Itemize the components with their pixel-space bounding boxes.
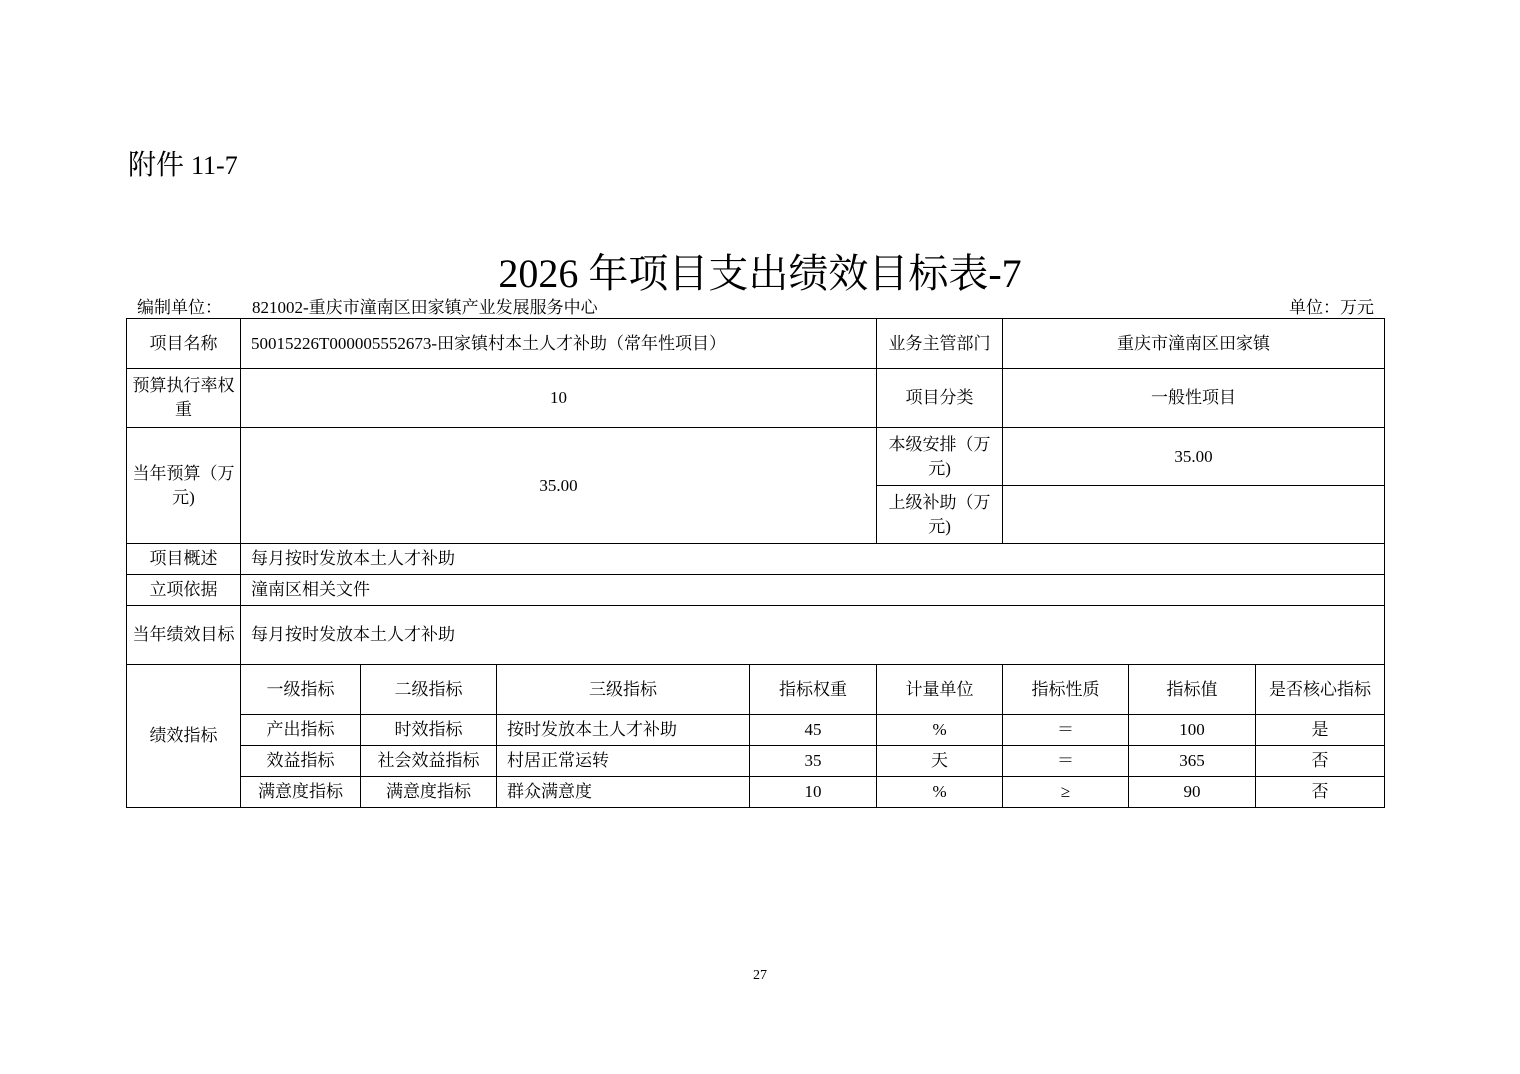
indicator-unit: %: [877, 715, 1003, 746]
category-value: 一般性项目: [1003, 369, 1385, 428]
page-number: 27: [753, 968, 767, 983]
attachment-number: 11-7: [191, 151, 238, 180]
row-project-name: [127, 319, 1385, 369]
row-goal: [127, 606, 1385, 665]
compiling-unit: [137, 293, 598, 318]
indicator-header: 指标值: [1129, 665, 1256, 715]
indicator-unit: 天: [877, 746, 1003, 777]
indicator-unit: %: [877, 777, 1003, 808]
local-value: 35.00: [1003, 428, 1385, 486]
goal-label: 当年绩效目标: [127, 606, 241, 665]
compiling-unit-label: 编制单位：: [137, 298, 222, 317]
row-basis: [127, 575, 1385, 606]
indicator-level2: 满意度指标: [361, 777, 497, 808]
weight-value: 10: [241, 369, 877, 428]
indicator-weight: 35: [750, 746, 877, 777]
indicator-nature: ≥: [1003, 777, 1129, 808]
row-budget: [127, 428, 1385, 486]
attachment-label-text: 附件: [128, 150, 185, 181]
indicators-label: 绩效指标: [127, 665, 241, 808]
basis-label: 立项依据: [127, 575, 241, 606]
indicator-core: 否: [1256, 746, 1385, 777]
indicator-value: 365: [1129, 746, 1256, 777]
indicator-weight: 10: [750, 777, 877, 808]
dept-label: 业务主管部门: [877, 319, 1003, 369]
overview-value: 每月按时发放本土人才补助: [241, 544, 1385, 575]
table-row: [127, 715, 1385, 746]
basis-value: 潼南区相关文件: [241, 575, 1385, 606]
category-label: 项目分类: [877, 369, 1003, 428]
indicator-header: 一级指标: [241, 665, 361, 715]
indicator-level1: 满意度指标: [241, 777, 361, 808]
page-title: 2026 年项目支出绩效目标表-7: [498, 251, 1022, 296]
indicator-core: 否: [1256, 777, 1385, 808]
indicator-header: 是否核心指标: [1256, 665, 1385, 715]
indicator-core: 是: [1256, 715, 1385, 746]
indicator-header: 指标权重: [750, 665, 877, 715]
table-row: [127, 777, 1385, 808]
indicator-nature: ＝: [1003, 715, 1129, 746]
upper-value: [1003, 486, 1385, 544]
indicator-value: 90: [1129, 777, 1256, 808]
dept-value: 重庆市潼南区田家镇: [1003, 319, 1385, 369]
indicator-header: 二级指标: [361, 665, 497, 715]
indicator-value: 100: [1129, 715, 1256, 746]
indicator-level2: 时效指标: [361, 715, 497, 746]
performance-table: [126, 318, 1385, 808]
project-name-value: 50015226T000005552673-田家镇村本土人才补助（常年性项目）: [241, 319, 877, 369]
indicator-header: 计量单位: [877, 665, 1003, 715]
indicator-level1: 效益指标: [241, 746, 361, 777]
row-overview: [127, 544, 1385, 575]
goal-value: 每月按时发放本土人才补助: [241, 606, 1385, 665]
indicator-nature: ＝: [1003, 746, 1129, 777]
indicator-header: 指标性质: [1003, 665, 1129, 715]
indicator-level3: 按时发放本土人才补助: [497, 715, 750, 746]
compiling-unit-value: 821002-重庆市潼南区田家镇产业发展服务中心: [252, 298, 598, 317]
attachment-label: [128, 143, 238, 183]
indicator-level1: 产出指标: [241, 715, 361, 746]
overview-label: 项目概述: [127, 544, 241, 575]
table-row: [127, 746, 1385, 777]
indicator-header-row: [127, 665, 1385, 715]
indicator-level3: 村居正常运转: [497, 746, 750, 777]
upper-label: 上级补助（万元): [877, 486, 1003, 544]
project-name-label: 项目名称: [127, 319, 241, 369]
row-weight: [127, 369, 1385, 428]
indicator-header: 三级指标: [497, 665, 750, 715]
indicator-level2: 社会效益指标: [361, 746, 497, 777]
unit-note: 单位：万元: [1289, 298, 1374, 317]
indicator-weight: 45: [750, 715, 877, 746]
weight-label: 预算执行率权重: [127, 369, 241, 428]
indicator-level3: 群众满意度: [497, 777, 750, 808]
local-label: 本级安排（万元): [877, 428, 1003, 486]
budget-value: 35.00: [241, 428, 877, 544]
budget-label: 当年预算（万元): [127, 428, 241, 544]
